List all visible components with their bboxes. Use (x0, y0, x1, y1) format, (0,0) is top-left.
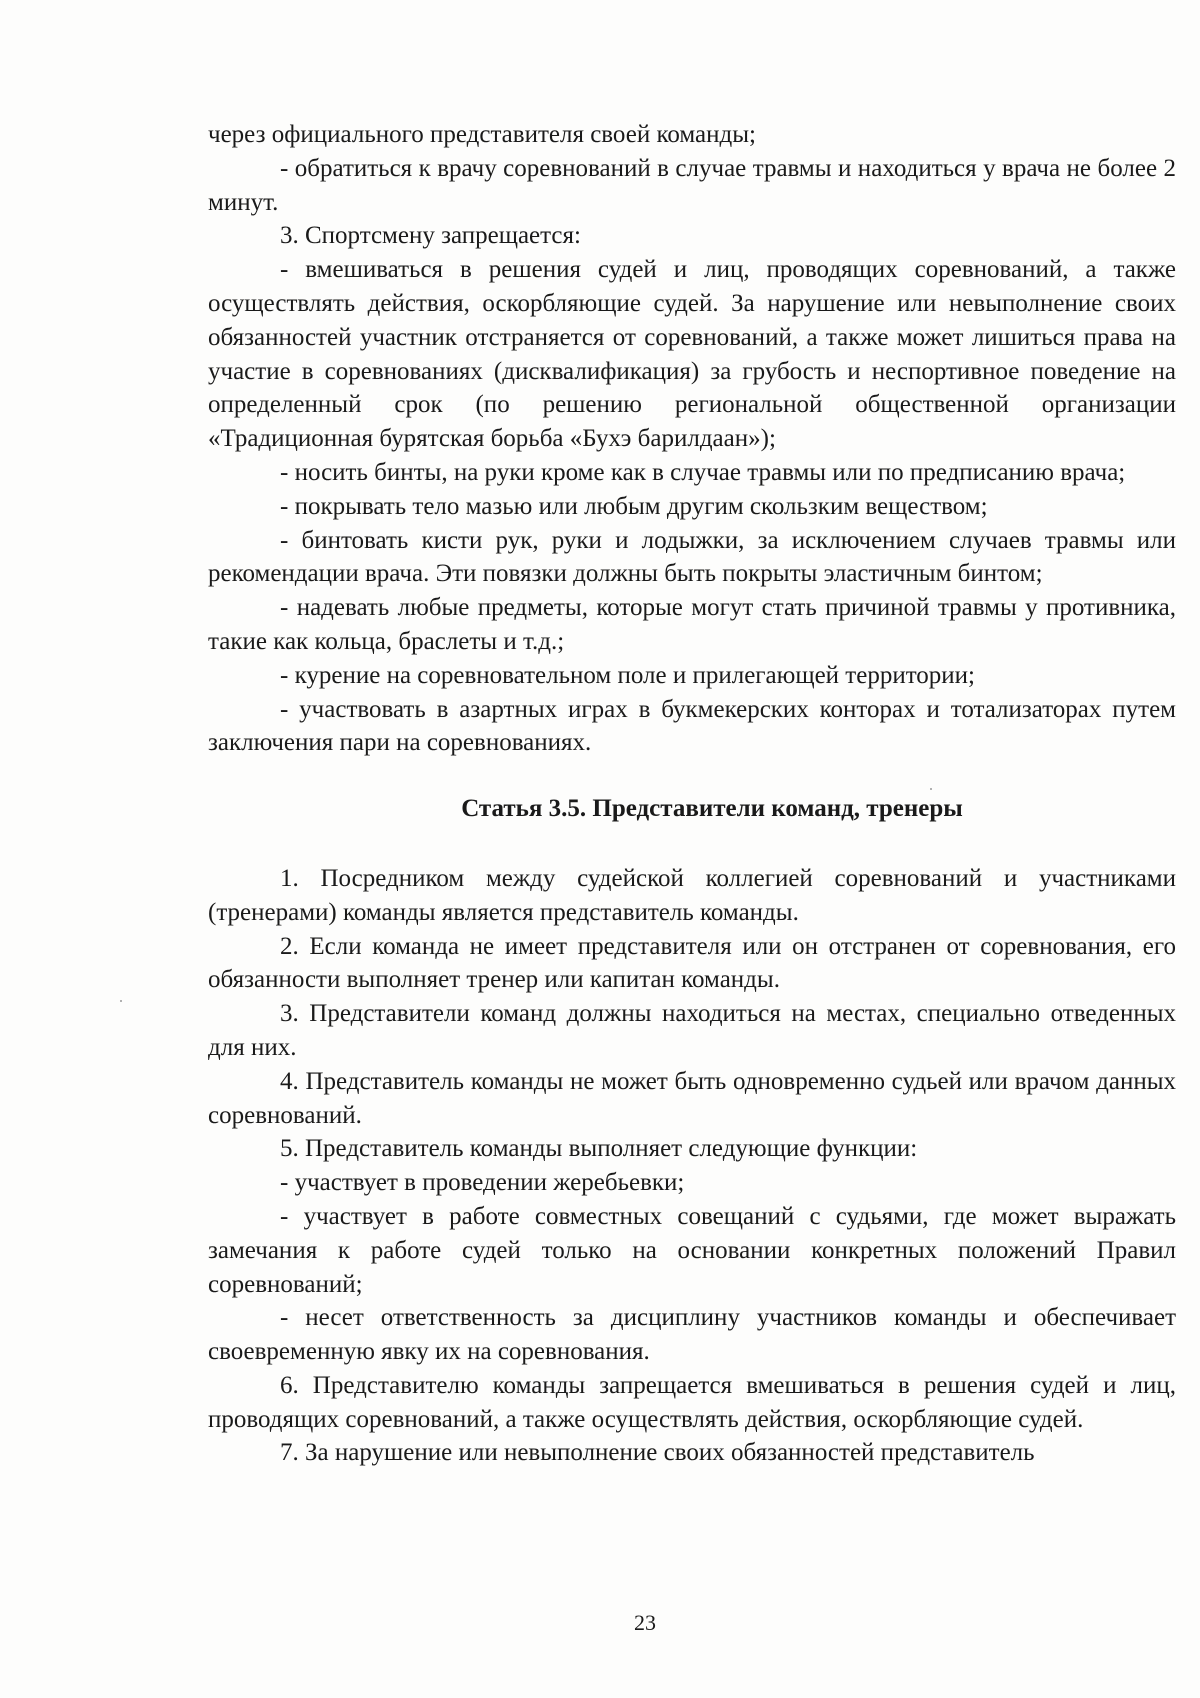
scan-speck (120, 1000, 122, 1002)
paragraph: - бинтовать кисти рук, руки и лодыжки, за исключением случаев травмы или рекомендации врача. Эти повязки должны быть покрыты эластичным бинтом; (208, 526, 1176, 588)
paragraph: 1. Посредником между судейской коллегией соревнований и участниками (тренерами) команды является представитель команды. (208, 864, 1176, 926)
scan-speck (930, 788, 932, 790)
paragraph: - участвует в работе совместных совещаний с судьями, где может выражать замечания к работе судей только на основании конкретных положений Правил соревнований; (208, 1202, 1176, 1298)
paragraph: - курение на соревновательном поле и прилегающей территории; (280, 661, 975, 689)
paragraph: - носить бинты, на руки кроме как в случае травмы или по предписанию врача; (280, 458, 1126, 486)
paragraph: 3. Представители команд должны находиться на местах, специально отведенных для них. (208, 1000, 1176, 1061)
paragraph: - участвует в проведении жеребьевки; (280, 1169, 685, 1197)
paragraph: 2. Если команда не имеет представителя или он отстранен от соревнования, его обязанности выполняет тренер или капитан команды. (208, 932, 1176, 994)
paragraph: - покрывать тело мазью или любым другим скользким веществом; (280, 492, 988, 520)
paragraph: 4. Представитель команды не может быть одновременно судьей или врачом данных соревнований. (208, 1067, 1176, 1129)
document-body (208, 118, 1176, 1470)
paragraph-continuation: через официального представителя своей команды; (208, 121, 756, 148)
paragraph: 5. Представитель команды выполняет следующие функции: (280, 1135, 918, 1163)
paragraph: - обратиться к врачу соревнований в случае травмы и находиться у врача не более 2 минут. (208, 154, 1176, 216)
page-number: 23 (634, 1610, 656, 1635)
paragraph: - несет ответственность за дисциплину участников команды и обеспечивает своевременную явку их на соревнования. (208, 1304, 1176, 1366)
section-heading: Статья 3.5. Представители команд, тренеры (461, 795, 963, 823)
paragraph: - вмешиваться в решения судей и лиц, проводящих соревнований, а также осуществлять действия, оскорбляющие судей. За нарушение или невыполнение своих обязанностей участник отстраняется от соревнований, а также может лишиться права на участие в соревнованиях (дисквалификация) за грубость и неспортивное поведение на определенный срок (по решению региональной общественной организации «Традиционная бурятская борьба «Бухэ барилдаан»); (208, 256, 1176, 453)
paragraph: - надевать любые предметы, которые могут стать причиной травмы у противника, такие как кольца, браслеты и т.д.; (208, 594, 1176, 655)
paragraph: 3. Спортсмену запрещается: (280, 222, 581, 250)
paragraph: 7. За нарушение или невыполнение своих обязанностей представитель (280, 1439, 1035, 1467)
paragraph: - участвовать в азартных играх в букмекерских конторах и тотализаторах путем заключения пари на соревнованиях. (208, 695, 1176, 757)
paragraph: 6. Представителю команды запрещается вмешиваться в решения судей и лиц, проводящих соревнований, а также осуществлять действия, оскорбляющие судей. (208, 1371, 1176, 1433)
